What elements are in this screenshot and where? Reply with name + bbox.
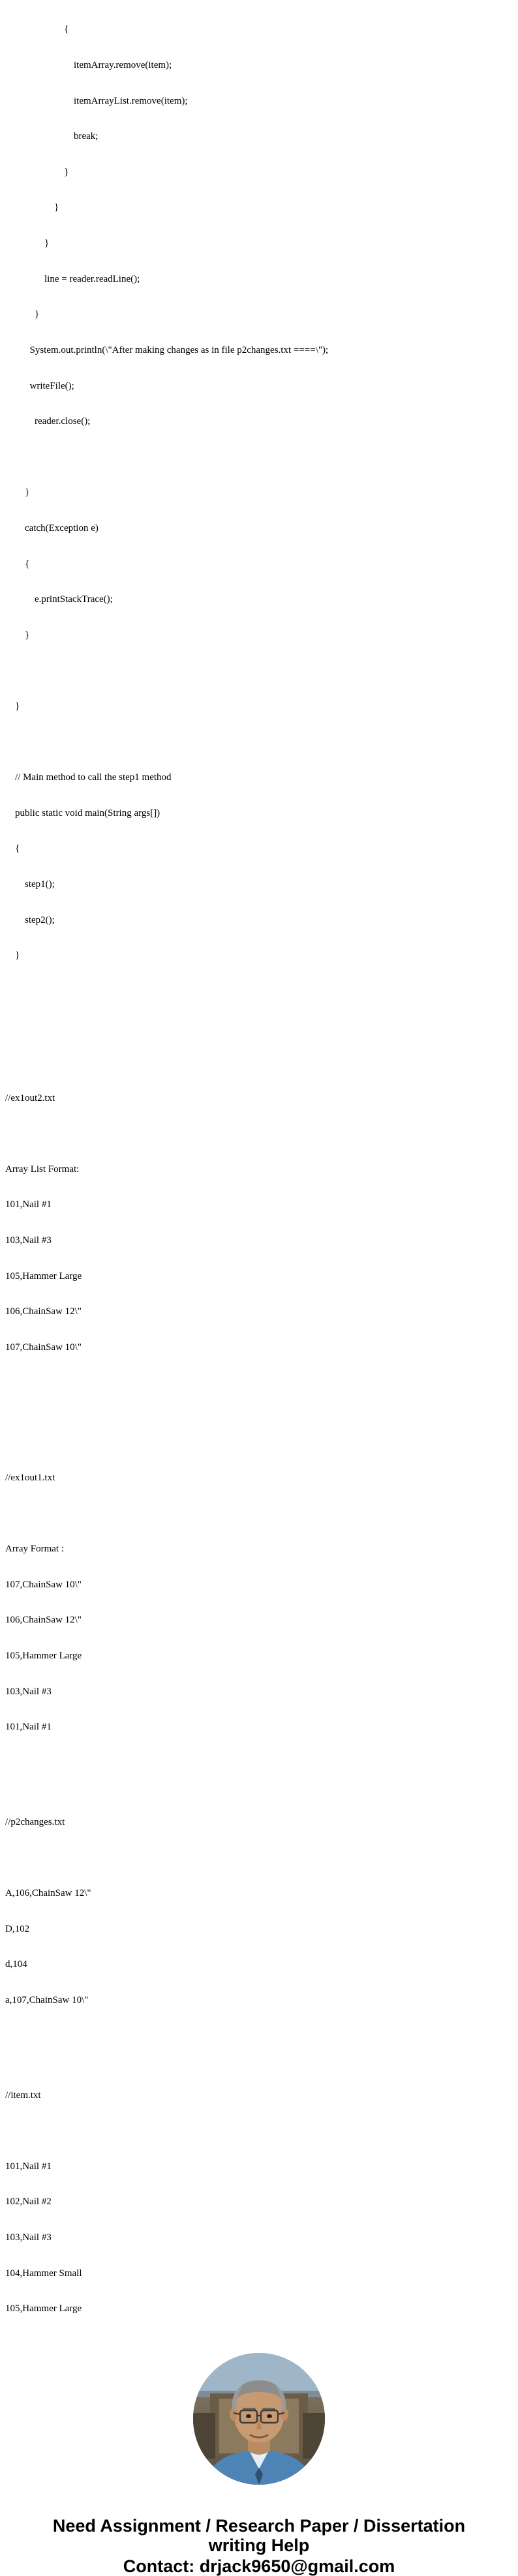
file-line: 105,Hammer Large <box>5 1270 82 1281</box>
code-line-blank <box>5 985 513 997</box>
code-line: itemArray.remove(item); <box>5 60 172 71</box>
file-line: d,104 <box>5 1959 27 1970</box>
file-line: Array List Format: <box>5 1163 80 1175</box>
file-line: 106,ChainSaw 12\" <box>5 1306 82 1317</box>
promo-line-2: writing Help <box>208 2535 310 2555</box>
code-line-blank <box>5 451 513 463</box>
code-line-blank <box>5 665 513 676</box>
code-line: writeFile(); <box>5 380 74 391</box>
code-line: { <box>5 843 20 854</box>
blank <box>5 1757 513 1769</box>
file-block-ex1out1 <box>5 1448 513 1793</box>
profile-photo-icon <box>193 2353 325 2485</box>
code-line: line = reader.readLine(); <box>5 273 140 284</box>
code-line: System.out.println(\"After making changes as in file p2changes.txt ====\"); <box>5 344 329 355</box>
code-line: e.printStackTrace(); <box>5 594 113 605</box>
file-block-item <box>5 2065 513 2339</box>
blank <box>5 2125 513 2136</box>
blank <box>5 1508 513 1520</box>
file-name-label: //ex1out1.txt <box>5 1473 55 1484</box>
file-line: 105,Hammer Large <box>5 1651 82 1662</box>
file-name-label: //ex1out2.txt <box>5 1092 55 1103</box>
blank <box>5 1413 513 1424</box>
file-name-label: //item.txt <box>5 2089 41 2101</box>
code-line: reader.close(); <box>5 416 91 427</box>
promo-contact: Contact: drjack9650@gmail.com <box>123 2556 395 2576</box>
file-line: 107,ChainSaw 10\" <box>5 1579 82 1590</box>
code-line: step1(); <box>5 878 55 890</box>
file-line: 101,Nail #1 <box>5 2161 52 2172</box>
avatar-container <box>5 2353 513 2485</box>
blank <box>5 1377 513 1388</box>
file-line: Array Format : <box>5 1544 64 1555</box>
promo-line-1: Need Assignment / Research Paper / Dissertation <box>52 2515 466 2536</box>
file-line: D,102 <box>5 1923 30 1934</box>
code-line: } <box>5 309 40 320</box>
code-line: } <box>5 166 69 177</box>
code-line: } <box>5 238 50 249</box>
file-line: 103,Nail #3 <box>5 2232 52 2243</box>
code-line: } <box>5 700 20 711</box>
file-line: 103,Nail #3 <box>5 1235 52 1246</box>
file-line: 101,Nail #1 <box>5 1199 52 1210</box>
file-line: 103,Nail #3 <box>5 1686 52 1697</box>
java-code-block <box>5 0 513 1056</box>
file-line: A,106,ChainSaw 12\" <box>5 1888 91 1899</box>
code-line: catch(Exception e) <box>5 522 99 533</box>
code-line: } <box>5 950 20 961</box>
code-line: { <box>5 558 30 569</box>
code-line: } <box>5 487 30 498</box>
blank <box>5 2030 513 2042</box>
code-line: { <box>5 24 69 35</box>
code-line: step2(); <box>5 914 55 925</box>
file-line: 105,Hammer Large <box>5 2303 82 2314</box>
file-line: 104,Hammer Small <box>5 2268 82 2279</box>
promo-banner <box>5 2516 513 2576</box>
file-block-p2changes <box>5 1793 513 2066</box>
code-line: break; <box>5 131 99 142</box>
code-line <box>5 1021 513 1032</box>
file-line: 107,ChainSaw 10\" <box>5 1341 82 1353</box>
code-line: // Main method to call the step1 method <box>5 772 172 783</box>
code-line: public static void main(String args[]) <box>5 807 160 818</box>
file-line: 102,Nail #2 <box>5 2196 52 2208</box>
file-line: a,107,ChainSaw 10\" <box>5 1994 89 2005</box>
file-line: 101,Nail #1 <box>5 1722 52 1733</box>
blank <box>5 1128 513 1139</box>
avatar <box>193 2353 325 2485</box>
code-line: } <box>5 202 59 213</box>
code-line: } <box>5 629 30 640</box>
blank <box>5 1852 513 1864</box>
file-block-ex1out2 <box>5 1068 513 1448</box>
file-name-label: //p2changes.txt <box>5 1816 65 1827</box>
code-line: itemArrayList.remove(item); <box>5 95 188 106</box>
file-line: 106,ChainSaw 12\" <box>5 1615 82 1626</box>
code-line-blank <box>5 736 513 748</box>
spacer <box>5 1056 513 1068</box>
